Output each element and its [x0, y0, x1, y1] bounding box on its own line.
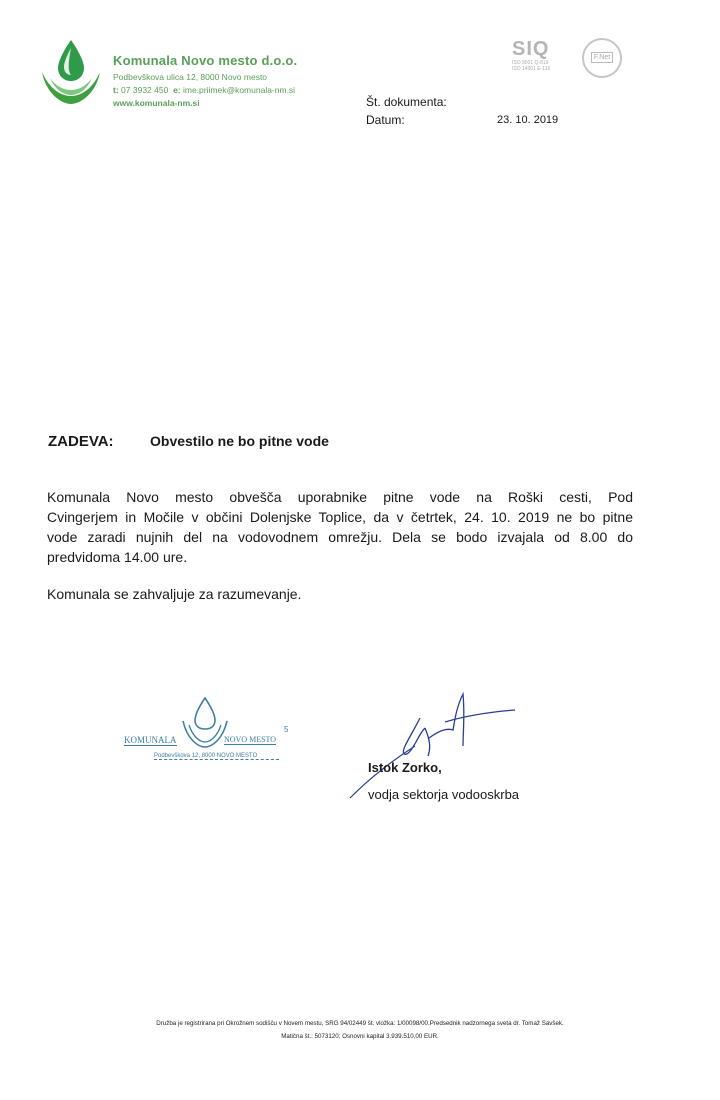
- stamp-right-text: NOVO MESTO: [224, 735, 277, 744]
- cert-line-1: ISO 9001 Q-819: [512, 60, 549, 66]
- body-line-3: vode zaradi nujnih del na vodovodnem omrežju. Dela se bodo izvajala od 8.00 do: [47, 529, 633, 545]
- doc-number-label: Št. dokumenta:: [366, 95, 447, 109]
- email-label: e:: [173, 85, 181, 95]
- footer-capital: Matična št.: 5073120; Osnovni kapital 3.939.510,00 EUR.: [281, 1033, 439, 1040]
- company-email[interactable]: ime.priimek@komunala-nm.si: [183, 85, 296, 95]
- company-contact: [113, 85, 295, 95]
- stamp-number: 5: [284, 725, 289, 734]
- company-stamp: [124, 695, 299, 770]
- company-address: Podbevškova ulica 12, 8000 Novo mesto: [113, 72, 268, 82]
- footer-registration: Družba je registrirana pri Okrožnem sodišču v Novem mestu, SRG 94/02449 št. vložka: 1/00098/00.Predsednik nadzornega sveta dr. Tomaž Savšek.: [156, 1020, 564, 1027]
- company-name: Komunala Novo mesto d.o.o.: [113, 53, 298, 68]
- body-line-4: predvidoma 14.00 ure.: [47, 549, 188, 565]
- stamp-logo-icon: [180, 695, 230, 750]
- closing-text: Komunala se zahvaljuje za razumevanje.: [47, 586, 302, 602]
- date-value: 23. 10. 2019: [497, 114, 559, 126]
- phone-label: t:: [113, 85, 119, 95]
- company-phone: 07 3932 450: [121, 85, 169, 95]
- subject-text: Obvestilo ne bo pitne vode: [150, 433, 329, 449]
- date-label: Datum:: [366, 113, 405, 127]
- siq-logo-text: SIQ: [512, 38, 550, 60]
- stamp-bottom-text: Podbevškova 12, 8000 NOVO MESTO: [154, 753, 279, 760]
- stamp-left-text: KOMUNALA: [124, 735, 177, 745]
- fnet-certification-logo: [582, 38, 622, 78]
- signer-name: Istok Zorko,: [368, 760, 442, 775]
- signer-title: vodja sektorja vodooskrba: [368, 787, 520, 802]
- company-logo-icon: [38, 38, 104, 108]
- body-line-2: Cvingerjem in Močile v občini Dolenjske Toplice, da v četrtek, 24. 10. 2019 ne bo pitne: [47, 509, 633, 525]
- cert-line-2: ISO 14001 E-116: [512, 66, 551, 72]
- subject-label: ZADEVA:: [48, 433, 114, 450]
- siq-certification-logo: [512, 38, 578, 80]
- body-line-1: Komunala Novo mesto obvešča uporabnike pitne vode na Roški cesti, Pod: [47, 489, 633, 505]
- company-website[interactable]: www.komunala-nm.si: [113, 98, 200, 108]
- fnet-logo-text: F.Net: [591, 52, 613, 63]
